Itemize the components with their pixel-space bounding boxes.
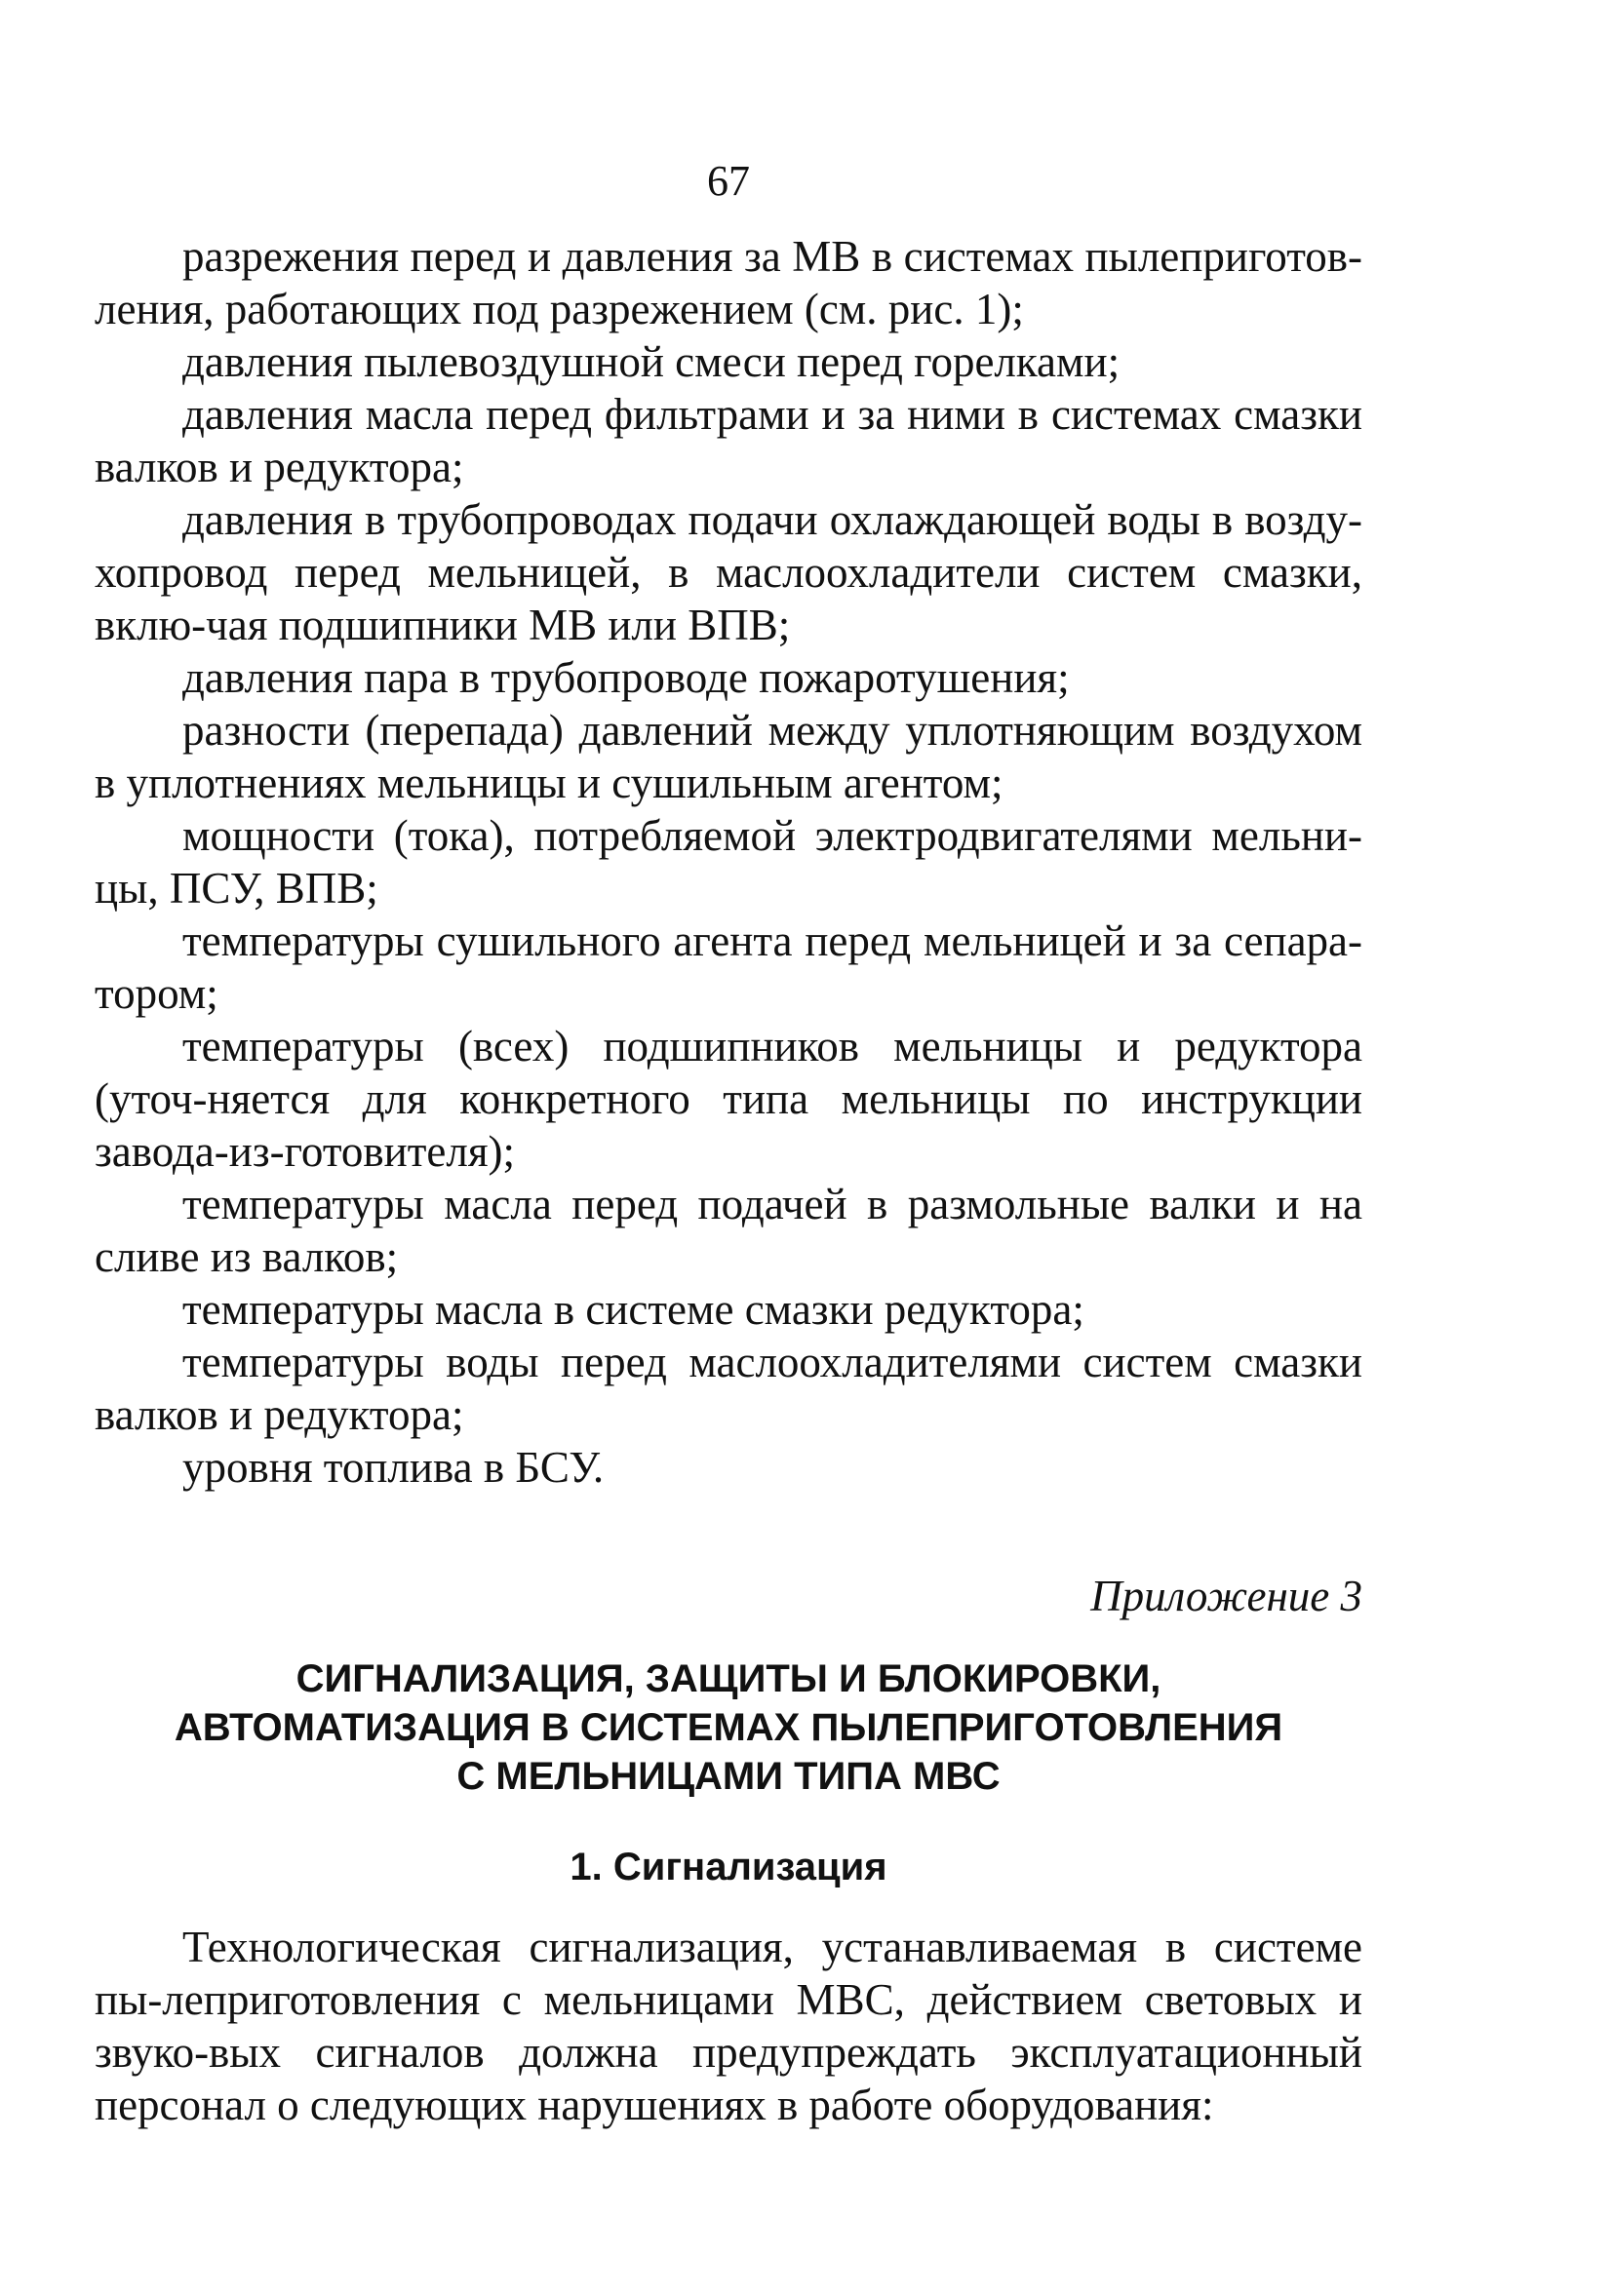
section-title-line: С МЕЛЬНИЦАМИ ТИПА МВС — [456, 1755, 1001, 1798]
appendix-label: Приложение 3 — [1090, 1572, 1362, 1620]
list-item: давления пылевоздушной смеси перед горелками; — [182, 337, 1121, 386]
section-title-line: СИГНАЛИЗАЦИЯ, ЗАЩИТЫ И БЛОКИРОВКИ, — [295, 1657, 1161, 1700]
page-number: 67 — [707, 157, 750, 205]
list-item: температуры воды перед маслоохладителями систем смазки валков и редуктора; — [95, 1338, 1362, 1439]
list-item: разности (перепада) давлений между уплотняющим воздухом в уплотнениях мельницы и сушильным агентом; — [95, 706, 1362, 807]
measurement-list — [95, 230, 1362, 1494]
list-item: уровня топлива в БСУ. — [182, 1443, 605, 1492]
list-item: разрежения перед и давления за МВ в системах пылеприготов-ления, работающих под разрежением (см. рис. 1); — [95, 232, 1362, 333]
list-item: температуры масла в системе смазки редуктора; — [182, 1285, 1084, 1334]
subheading: 1. Сигнализация — [570, 1846, 887, 1888]
list-item: температуры сушильного агента перед мельницей и за сепара-тором; — [95, 916, 1362, 1018]
list-item: давления пара в трубопроводе пожаротушения; — [182, 653, 1070, 702]
intro-paragraph: Технологическая сигнализация, устанавливаемая в системе пы-леприготовления с мельницами МВС, действием световых и звуко-вых сигналов должна предупреждать эксплуатационный персонал о следующих нарушениях в работе оборудования: — [95, 1923, 1362, 2129]
list-item: температуры (всех) подшипников мельницы и редуктора (уточ-няется для конкретного типа мельницы по инструкции завода-из-готовителя); — [95, 1022, 1362, 1176]
section-title-line: АВТОМАТИЗАЦИЯ В СИСТЕМАХ ПЫЛЕПРИГОТОВЛЕНИЯ — [174, 1706, 1283, 1749]
section-title — [95, 1654, 1362, 1801]
list-item: температуры масла перед подачей в размольные валки и на сливе из валков; — [95, 1180, 1362, 1281]
list-item: давления в трубопроводах подачи охлаждающей воды в возду-хопровод перед мельницей, в маслоохладители систем смазки, вклю-чая подшипники МВ или ВПВ; — [95, 495, 1362, 649]
list-item: мощности (тока), потребляемой электродвигателями мельни-цы, ПСУ, ВПВ; — [95, 811, 1362, 913]
list-item: давления масла перед фильтрами и за ними в системах смазки валков и редуктора; — [95, 390, 1362, 491]
